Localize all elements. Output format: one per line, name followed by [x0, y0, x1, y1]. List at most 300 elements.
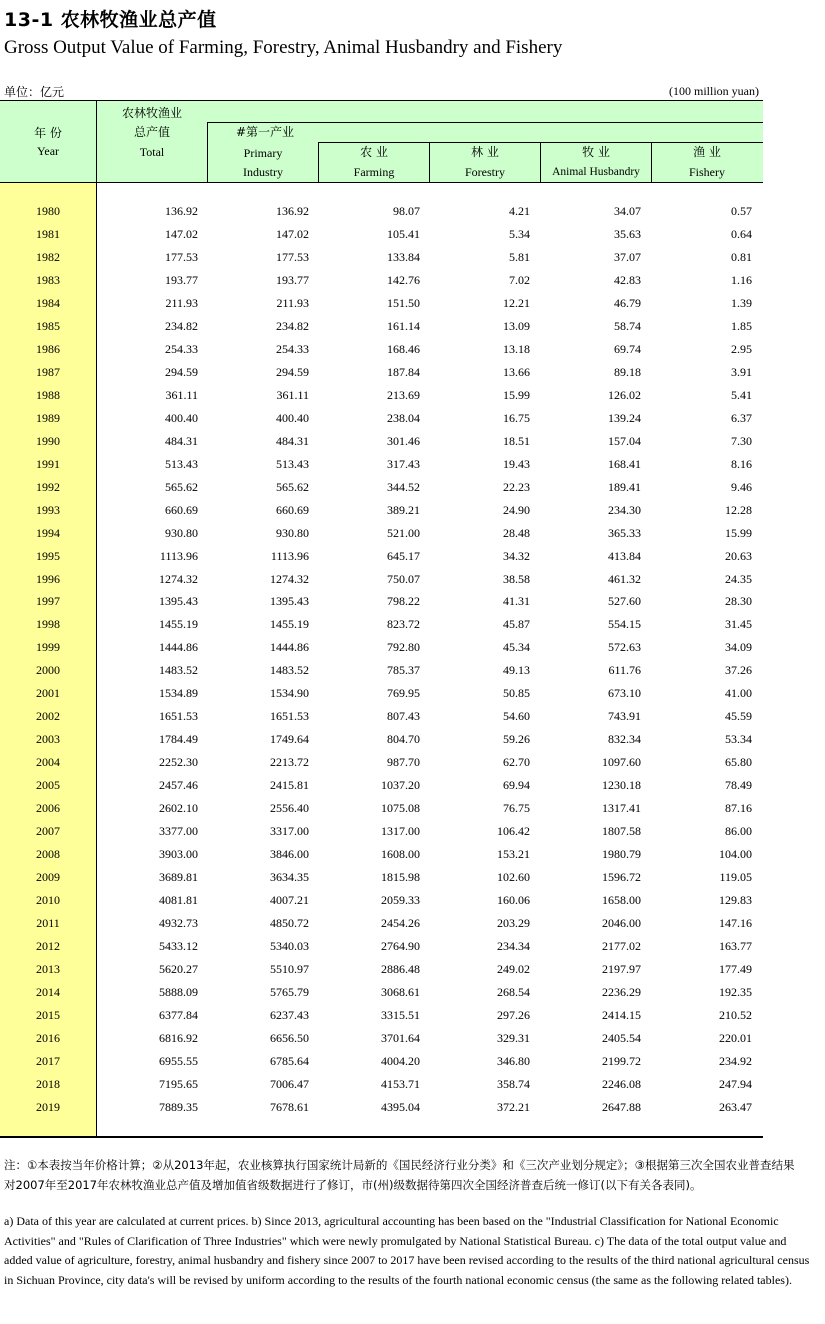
cell-primary: 400.40 — [276, 410, 309, 425]
cell-farming: 3068.61 — [381, 984, 420, 999]
table-row — [0, 705, 763, 728]
cell-year: 1986 — [36, 341, 60, 356]
cell-fishery: 192.35 — [719, 984, 752, 999]
cell-animal-husbandry: 35.63 — [614, 226, 641, 241]
table-row — [0, 889, 763, 912]
cell-total: 234.82 — [165, 318, 198, 333]
cell-primary: 4850.72 — [270, 916, 309, 931]
cell-forestry: 5.34 — [509, 226, 530, 241]
cell-fishery: 0.64 — [731, 226, 752, 241]
cell-primary: 6785.64 — [270, 1053, 309, 1068]
header-divider — [540, 142, 541, 183]
cell-farming: 521.00 — [387, 525, 420, 540]
cell-farming: 105.41 — [387, 226, 420, 241]
cell-farming: 987.70 — [387, 755, 420, 770]
cell-primary: 484.31 — [276, 433, 309, 448]
table-bottom-rule — [0, 1136, 763, 1138]
cell-fishery: 177.49 — [719, 961, 752, 976]
cell-fishery: 8.16 — [731, 456, 752, 471]
table-row — [0, 1050, 763, 1073]
cell-fishery: 34.09 — [725, 640, 752, 655]
cell-forestry: 49.13 — [503, 663, 530, 678]
cell-animal-husbandry: 554.15 — [608, 617, 641, 632]
cell-farming: 142.76 — [387, 272, 420, 287]
cell-animal-husbandry: 673.10 — [608, 686, 641, 701]
cell-total: 3377.00 — [159, 824, 198, 839]
table-row — [0, 223, 763, 246]
cell-primary: 2415.81 — [270, 778, 309, 793]
cell-forestry: 18.51 — [503, 433, 530, 448]
cell-forestry: 7.02 — [509, 272, 530, 287]
cell-total: 1651.53 — [159, 709, 198, 724]
cell-animal-husbandry: 1596.72 — [602, 870, 641, 885]
footnote-cn: 注：①本表按当年价格计算；②从2013年起，农业核算执行国家统计局新的《国民经济行业分类》和《三次产业划分规定》；③根据第三次全国农业普查结果对2007年至2017年农林牧渔业总产值及增加值省级数据进行了修订，市(州)级数据待第四次全国经济普查后统一修订(以下有关各表同)。 — [4, 1158, 795, 1192]
table-row — [0, 682, 763, 705]
cell-total: 136.92 — [165, 204, 198, 218]
cell-farming: 792.80 — [387, 640, 420, 655]
cell-primary: 193.77 — [276, 272, 309, 287]
cell-year: 1990 — [36, 433, 60, 448]
table-row — [0, 315, 763, 338]
table-row — [0, 1073, 763, 1096]
cell-animal-husbandry: 69.74 — [614, 341, 641, 356]
cell-forestry: 59.26 — [503, 732, 530, 747]
cell-animal-husbandry: 2246.08 — [602, 1076, 641, 1091]
cell-fishery: 234.92 — [719, 1053, 752, 1068]
table-row — [0, 843, 763, 866]
header-year-cn: 年 份 — [34, 126, 62, 140]
unit-label-cn: 单位：亿元 — [4, 85, 65, 99]
cell-fishery: 1.39 — [731, 295, 752, 310]
cell-primary: 3846.00 — [270, 847, 309, 862]
header-total-cn-1: 农林牧渔业 — [121, 106, 182, 120]
table-header — [0, 101, 763, 183]
cell-primary: 5510.97 — [270, 961, 309, 976]
cell-farming: 1815.98 — [381, 870, 420, 885]
cell-forestry: 346.80 — [497, 1053, 530, 1068]
cell-forestry: 203.29 — [497, 916, 530, 931]
cell-farming: 98.07 — [393, 204, 420, 218]
cell-primary: 3317.00 — [270, 824, 309, 839]
cell-fishery: 87.16 — [725, 801, 752, 816]
cell-primary: 136.92 — [276, 204, 309, 218]
cell-forestry: 13.66 — [503, 364, 530, 379]
cell-primary: 2556.40 — [270, 801, 309, 816]
cell-total: 1444.86 — [159, 640, 198, 655]
cell-primary: 930.80 — [276, 525, 309, 540]
cell-forestry: 50.85 — [503, 686, 530, 701]
cell-farming: 798.22 — [387, 594, 420, 609]
header-fishery-en: Fishery — [689, 165, 725, 179]
cell-farming: 2764.90 — [381, 939, 420, 953]
cell-forestry: 160.06 — [497, 893, 530, 908]
cell-fishery: 1.16 — [731, 272, 752, 287]
table-row — [0, 545, 763, 568]
cell-total: 4081.81 — [159, 893, 198, 908]
header-animal-en: Animal Husbandry — [552, 166, 640, 178]
cell-primary: 4007.21 — [270, 893, 309, 908]
cell-fishery: 6.37 — [731, 410, 752, 425]
cell-primary: 147.02 — [276, 226, 309, 241]
table-row — [0, 407, 763, 430]
table-row — [0, 1004, 763, 1027]
cell-year: 1993 — [36, 502, 60, 517]
cell-primary: 361.11 — [276, 387, 309, 402]
cell-animal-husbandry: 2197.97 — [602, 961, 641, 976]
cell-total: 3903.00 — [159, 847, 198, 862]
cell-farming: 645.17 — [387, 548, 420, 563]
cell-animal-husbandry: 572.63 — [608, 640, 641, 655]
cell-farming: 2454.26 — [381, 916, 420, 931]
cell-total: 361.11 — [165, 387, 198, 402]
cell-animal-husbandry: 2046.00 — [602, 916, 641, 931]
cell-year: 2010 — [36, 893, 60, 908]
cell-fishery: 9.46 — [731, 479, 752, 494]
table-row — [0, 499, 763, 522]
cell-forestry: 28.48 — [503, 525, 530, 540]
table-row — [0, 476, 763, 499]
cell-total: 1784.49 — [159, 732, 198, 747]
cell-animal-husbandry: 89.18 — [614, 364, 641, 379]
cell-fishery: 5.41 — [731, 387, 752, 402]
cell-fishery: 20.63 — [725, 548, 752, 563]
cell-total: 7195.65 — [159, 1076, 198, 1091]
table-row — [0, 246, 763, 269]
table-row — [0, 1027, 763, 1050]
table-row — [0, 820, 763, 843]
cell-fishery: 2.95 — [731, 341, 752, 356]
cell-total: 6955.55 — [159, 1053, 198, 1068]
cell-farming: 1608.00 — [381, 847, 420, 862]
cell-year: 1994 — [36, 525, 60, 540]
cell-animal-husbandry: 2414.15 — [602, 1007, 641, 1022]
cell-primary: 1395.43 — [270, 594, 309, 609]
cell-total: 1395.43 — [159, 594, 198, 609]
cell-primary: 177.53 — [276, 249, 309, 264]
cell-primary: 211.93 — [276, 295, 309, 310]
cell-forestry: 45.87 — [503, 617, 530, 632]
cell-animal-husbandry: 527.60 — [608, 594, 641, 609]
cell-total: 2602.10 — [159, 801, 198, 816]
cell-farming: 750.07 — [387, 571, 420, 586]
cell-year: 2011 — [36, 916, 60, 931]
cell-farming: 4153.71 — [381, 1076, 420, 1091]
cell-year: 1988 — [36, 387, 60, 402]
cell-fishery: 12.28 — [725, 502, 752, 517]
cell-primary: 513.43 — [276, 456, 309, 471]
cell-year: 2008 — [36, 847, 60, 862]
cell-farming: 2886.48 — [381, 961, 420, 976]
table-row — [0, 338, 763, 361]
cell-primary: 1749.64 — [270, 732, 309, 747]
cell-animal-husbandry: 34.07 — [614, 204, 641, 218]
header-divider — [651, 142, 652, 183]
table-row — [0, 384, 763, 407]
cell-farming: 389.21 — [387, 502, 420, 517]
cell-total: 254.33 — [165, 341, 198, 356]
cell-total: 2457.46 — [159, 778, 198, 793]
cell-year: 2005 — [36, 778, 60, 793]
cell-fishery: 31.45 — [725, 617, 752, 632]
cell-farming: 4395.04 — [381, 1099, 420, 1114]
cell-farming: 823.72 — [387, 617, 420, 632]
cell-fishery: 263.47 — [719, 1099, 752, 1114]
cell-farming: 3701.64 — [381, 1030, 420, 1045]
cell-total: 5888.09 — [159, 984, 198, 999]
cell-animal-husbandry: 832.34 — [608, 732, 641, 747]
cell-animal-husbandry: 168.41 — [608, 456, 641, 471]
table-row — [0, 292, 763, 315]
cell-fishery: 53.34 — [725, 732, 752, 747]
cell-farming: 769.95 — [387, 686, 420, 701]
cell-year: 2019 — [36, 1099, 60, 1114]
cell-total: 1483.52 — [159, 663, 198, 678]
cell-forestry: 16.75 — [503, 410, 530, 425]
cell-forestry: 22.23 — [503, 479, 530, 494]
cell-animal-husbandry: 2405.54 — [602, 1030, 641, 1045]
cell-year: 2017 — [36, 1053, 60, 1068]
cell-total: 1274.32 — [159, 571, 198, 586]
cell-fishery: 119.05 — [719, 870, 752, 885]
cell-year: 1989 — [36, 410, 60, 425]
header-total-en: Total — [139, 145, 165, 159]
cell-fishery: 41.00 — [725, 686, 752, 701]
cell-year: 2012 — [36, 939, 60, 953]
cell-forestry: 12.21 — [503, 295, 530, 310]
cell-farming: 151.50 — [387, 295, 420, 310]
header-bottom-rule — [0, 182, 763, 183]
cell-forestry: 372.21 — [497, 1099, 530, 1114]
cell-animal-husbandry: 461.32 — [608, 571, 641, 586]
cell-primary: 1534.90 — [270, 686, 309, 701]
header-forestry-en: Forestry — [465, 165, 505, 179]
cell-forestry: 153.21 — [497, 847, 530, 862]
cell-total: 565.62 — [165, 479, 198, 494]
header-fishery-cn: 渔 业 — [693, 145, 721, 159]
table-row — [0, 590, 763, 613]
cell-primary: 5765.79 — [270, 984, 309, 999]
cell-fishery: 28.30 — [725, 594, 752, 609]
header-primary-group: #第一产业 — [236, 125, 295, 139]
cell-year: 2006 — [36, 801, 60, 816]
cell-animal-husbandry: 1980.79 — [602, 847, 641, 862]
cell-farming: 168.46 — [387, 341, 420, 356]
cell-fishery: 7.30 — [731, 433, 752, 448]
cell-forestry: 76.75 — [503, 801, 530, 816]
cell-year: 1980 — [36, 204, 60, 218]
cell-forestry: 249.02 — [497, 961, 530, 976]
cell-primary: 2213.72 — [270, 755, 309, 770]
cell-primary: 254.33 — [276, 341, 309, 356]
cell-forestry: 38.58 — [503, 571, 530, 586]
cell-animal-husbandry: 413.84 — [608, 548, 641, 563]
cell-total: 6377.84 — [159, 1007, 198, 1022]
table-row — [0, 453, 763, 476]
cell-farming: 161.14 — [387, 318, 420, 333]
table-row — [0, 430, 763, 453]
table-row — [0, 935, 763, 958]
cell-fishery: 78.49 — [725, 778, 752, 793]
cell-forestry: 41.31 — [503, 594, 530, 609]
cell-primary: 1113.96 — [270, 548, 309, 563]
cell-farming: 301.46 — [387, 433, 420, 448]
cell-forestry: 15.99 — [503, 387, 530, 402]
cell-animal-husbandry: 611.76 — [608, 663, 641, 678]
cell-fishery: 1.85 — [731, 318, 752, 333]
cell-forestry: 69.94 — [503, 778, 530, 793]
cell-year: 2013 — [36, 961, 60, 976]
cell-year: 1984 — [36, 295, 60, 310]
cell-forestry: 54.60 — [503, 709, 530, 724]
cell-total: 1113.96 — [159, 548, 198, 563]
cell-forestry: 358.74 — [497, 1076, 530, 1091]
table-row — [0, 912, 763, 935]
cell-year: 2003 — [36, 732, 60, 747]
cell-primary: 3634.35 — [270, 870, 309, 885]
cell-farming: 785.37 — [387, 663, 420, 678]
cell-fishery: 210.52 — [719, 1007, 752, 1022]
cell-primary: 1651.53 — [270, 709, 309, 724]
cell-forestry: 13.09 — [503, 318, 530, 333]
cell-total: 294.59 — [165, 364, 198, 379]
cell-fishery: 45.59 — [725, 709, 752, 724]
cell-animal-husbandry: 42.83 — [614, 272, 641, 287]
table-row — [0, 797, 763, 820]
table-row — [0, 728, 763, 751]
cell-year: 2015 — [36, 1007, 60, 1022]
cell-total: 484.31 — [165, 433, 198, 448]
table-row — [0, 866, 763, 889]
cell-year: 1981 — [36, 226, 60, 241]
cell-farming: 213.69 — [387, 387, 420, 402]
table-row — [0, 269, 763, 292]
cell-fishery: 0.57 — [731, 204, 752, 218]
cell-fishery: 220.01 — [719, 1030, 752, 1045]
cell-year: 1996 — [36, 571, 60, 586]
table-row — [0, 522, 763, 545]
header-year-en: Year — [36, 144, 60, 158]
cell-animal-husbandry: 2177.02 — [602, 939, 641, 953]
cell-animal-husbandry: 189.41 — [608, 479, 641, 494]
cell-animal-husbandry: 2647.88 — [602, 1099, 641, 1114]
cell-forestry: 329.31 — [497, 1030, 530, 1045]
cell-total: 1534.89 — [159, 686, 198, 701]
cell-primary: 5340.03 — [270, 939, 309, 953]
cell-fishery: 37.26 — [725, 663, 752, 678]
table-row — [0, 636, 763, 659]
cell-primary: 660.69 — [276, 502, 309, 517]
table-row — [0, 1096, 763, 1119]
cell-year: 2002 — [36, 709, 60, 724]
cell-year: 2004 — [36, 755, 60, 770]
cell-forestry: 4.21 — [509, 204, 530, 218]
cell-farming: 4004.20 — [381, 1053, 420, 1068]
cell-farming: 317.43 — [387, 456, 420, 471]
header-divider — [207, 122, 208, 183]
cell-farming: 804.70 — [387, 732, 420, 747]
cell-year: 1983 — [36, 272, 60, 287]
cell-year: 2014 — [36, 984, 60, 999]
table-row — [0, 568, 763, 591]
table-row — [0, 200, 763, 223]
table-row — [0, 361, 763, 384]
cell-animal-husbandry: 234.30 — [608, 502, 641, 517]
cell-primary: 7678.61 — [270, 1099, 309, 1114]
cell-animal-husbandry: 365.33 — [608, 525, 641, 540]
cell-total: 4932.73 — [159, 916, 198, 931]
header-primary-en-2: Industry — [243, 165, 283, 179]
cell-forestry: 102.60 — [497, 870, 530, 885]
cell-forestry: 45.34 — [503, 640, 530, 655]
cell-fishery: 65.80 — [725, 755, 752, 770]
cell-total: 2252.30 — [159, 755, 198, 770]
cell-primary: 1274.32 — [270, 571, 309, 586]
cell-farming: 344.52 — [387, 479, 420, 494]
table-row — [0, 774, 763, 797]
table-row — [0, 659, 763, 682]
cell-fishery: 129.83 — [719, 893, 752, 908]
cell-year: 1991 — [36, 456, 60, 471]
header-primary-en-1: Primary — [243, 146, 283, 160]
cell-farming: 3315.51 — [381, 1007, 420, 1022]
cell-farming: 133.84 — [387, 249, 420, 264]
cell-animal-husbandry: 157.04 — [608, 433, 641, 448]
cell-farming: 238.04 — [387, 410, 420, 425]
cell-animal-husbandry: 1807.58 — [602, 824, 641, 839]
table-row — [0, 958, 763, 981]
cell-fishery: 147.16 — [719, 916, 752, 931]
cell-farming: 807.43 — [387, 709, 420, 724]
cell-forestry: 13.18 — [503, 341, 530, 356]
header-animal-cn: 牧 业 — [582, 145, 610, 159]
cell-farming: 2059.33 — [381, 893, 420, 908]
header-rule-sub-top — [319, 142, 763, 143]
cell-animal-husbandry: 2199.72 — [602, 1053, 641, 1068]
cell-fishery: 3.91 — [731, 364, 752, 379]
cell-primary: 1444.86 — [270, 640, 309, 655]
cell-primary: 6656.50 — [270, 1030, 309, 1045]
cell-fishery: 24.35 — [725, 571, 752, 586]
cell-total: 6816.92 — [159, 1030, 198, 1045]
header-forestry-cn: 林 业 — [471, 145, 499, 159]
cell-primary: 7006.47 — [270, 1076, 309, 1091]
page-title-cn: 13-1 农林牧渔业总产值 — [4, 9, 217, 31]
table-body — [0, 200, 763, 1119]
cell-total: 193.77 — [165, 272, 198, 287]
cell-forestry: 5.81 — [509, 249, 530, 264]
cell-year: 1997 — [36, 594, 60, 609]
cell-fishery: 15.99 — [725, 525, 752, 540]
cell-forestry: 24.90 — [503, 502, 530, 517]
cell-primary: 234.82 — [276, 318, 309, 333]
cell-total: 7889.35 — [159, 1099, 198, 1114]
cell-total: 5433.12 — [159, 939, 198, 953]
header-rule-primary-top — [208, 122, 763, 123]
cell-total: 211.93 — [165, 295, 198, 310]
header-divider — [429, 142, 430, 183]
cell-forestry: 19.43 — [503, 456, 530, 471]
cell-year: 2001 — [36, 686, 60, 701]
cell-total: 1455.19 — [159, 617, 198, 632]
cell-total: 147.02 — [165, 226, 198, 241]
cell-year: 1998 — [36, 617, 60, 632]
cell-year: 1999 — [36, 640, 60, 655]
cell-forestry: 297.26 — [497, 1007, 530, 1022]
cell-farming: 1317.00 — [381, 824, 420, 839]
cell-total: 5620.27 — [159, 961, 198, 976]
cell-total: 513.43 — [165, 456, 198, 471]
cell-farming: 1037.20 — [381, 778, 420, 793]
